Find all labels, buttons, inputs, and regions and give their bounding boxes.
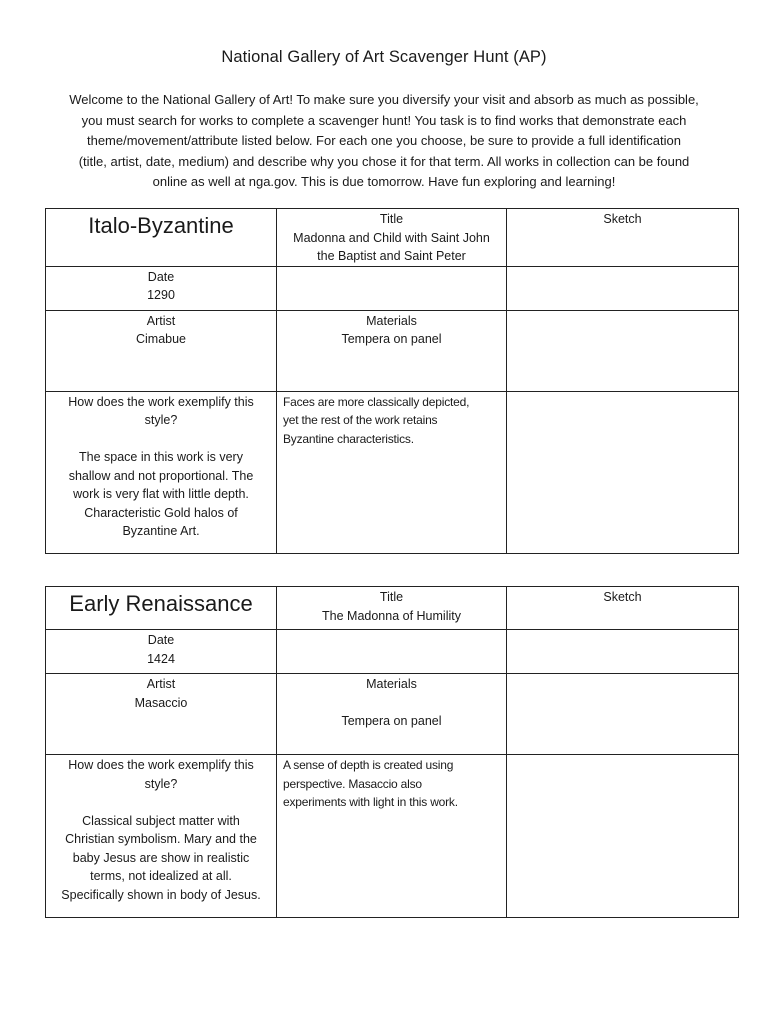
title-cell[interactable] bbox=[277, 209, 507, 267]
sketch-area[interactable] bbox=[507, 310, 739, 391]
question-label: How does the work exemplify this bbox=[68, 758, 254, 772]
materials-label: Materials bbox=[366, 313, 417, 328]
sketch-area[interactable] bbox=[507, 630, 739, 674]
explanation-cell[interactable] bbox=[46, 391, 277, 553]
style-name: Italo-Byzantine bbox=[88, 213, 234, 238]
page-title: National Gallery of Art Scavenger Hunt (AP) bbox=[221, 48, 547, 66]
intro-line: you must search for works to complete a scavenger hunt! You task is to find works that demonstrate each bbox=[81, 112, 687, 128]
blank-cell[interactable] bbox=[277, 266, 507, 310]
intro-line: Welcome to the National Gallery of Art! To make sure you diversify your visit and absorb as much as possible, bbox=[69, 92, 699, 107]
sketch-label: Sketch bbox=[603, 590, 642, 604]
blank-cell[interactable] bbox=[277, 630, 507, 674]
answer-line: Byzantine characteristics. bbox=[283, 431, 414, 446]
answer-cell[interactable] bbox=[277, 755, 507, 918]
date-cell[interactable] bbox=[46, 630, 277, 674]
explanation-line: baby Jesus are show in realistic bbox=[72, 850, 250, 865]
title-label: Title bbox=[379, 590, 404, 604]
sketch-cell[interactable] bbox=[507, 209, 739, 267]
answer-cell[interactable] bbox=[277, 391, 507, 553]
date-value: 1290 bbox=[147, 288, 175, 302]
explanation-line: work is very flat with little depth. bbox=[73, 487, 249, 501]
explanation-line: Classical subject matter with bbox=[82, 813, 240, 828]
sketch-cell[interactable] bbox=[507, 587, 739, 630]
intro-line: online as well at nga.gov. This is due tomorrow. Have fun exploring and learning! bbox=[152, 174, 616, 189]
answer-line: yet the rest of the work retains bbox=[283, 413, 438, 427]
answer-line: perspective. Masaccio also bbox=[283, 776, 422, 791]
intro-line: (title, artist, date, medium) and describe why you chose it for that term. All works in collection can be found bbox=[78, 153, 690, 169]
entry-table-early-renaissance bbox=[45, 586, 739, 918]
date-value: 1424 bbox=[147, 651, 175, 666]
explanation-line: shallow and not proportional. The bbox=[68, 468, 254, 483]
style-name-cell bbox=[46, 587, 277, 630]
artist-value: Cimabue bbox=[135, 332, 187, 346]
explanation-line: Characteristic Gold halos of bbox=[84, 505, 238, 520]
sketch-area[interactable] bbox=[507, 391, 739, 553]
artist-cell[interactable] bbox=[46, 310, 277, 391]
artist-label: Artist bbox=[146, 677, 176, 691]
sketch-area[interactable] bbox=[507, 755, 739, 918]
answer-line: experiments with light in this work. bbox=[283, 795, 458, 809]
title-value: The Madonna of Humility bbox=[322, 608, 461, 623]
answer-line: Faces are more classically depicted, bbox=[283, 394, 470, 409]
sketch-area[interactable] bbox=[507, 674, 739, 755]
title-value: Madonna and Child with Saint John bbox=[293, 230, 490, 245]
materials-label: Materials bbox=[366, 677, 417, 691]
materials-cell[interactable] bbox=[277, 674, 507, 755]
explanation-line: Specifically shown in body of Jesus. bbox=[61, 887, 261, 902]
question-label: style? bbox=[144, 413, 178, 427]
materials-cell[interactable] bbox=[277, 310, 507, 391]
intro-line: theme/movement/attribute listed below. For each one you choose, be sure to provide a full identification bbox=[86, 133, 681, 148]
artist-value: Masaccio bbox=[134, 695, 188, 710]
sketch-label: Sketch bbox=[603, 212, 642, 226]
artist-label: Artist bbox=[146, 313, 176, 328]
explanation-line: Byzantine Art. bbox=[122, 524, 200, 538]
style-name: Early Renaissance bbox=[69, 591, 253, 616]
entry-table-italo-byzantine bbox=[45, 208, 739, 554]
artist-cell[interactable] bbox=[46, 674, 277, 755]
sketch-area[interactable] bbox=[507, 266, 739, 310]
title-value: the Baptist and Saint Peter bbox=[317, 249, 466, 263]
materials-value: Tempera on panel bbox=[341, 714, 442, 728]
explanation-cell[interactable] bbox=[46, 755, 277, 918]
date-label: Date bbox=[147, 633, 175, 647]
date-label: Date bbox=[147, 269, 175, 284]
explanation-line: The space in this work is very bbox=[79, 450, 243, 464]
question-label: How does the work exemplify this bbox=[68, 394, 254, 409]
intro-paragraph bbox=[40, 90, 728, 193]
answer-line: A sense of depth is created using bbox=[283, 758, 454, 772]
style-name-cell bbox=[46, 209, 277, 267]
explanation-line: terms, not idealized at all. bbox=[90, 869, 232, 883]
date-cell[interactable] bbox=[46, 266, 277, 310]
title-label: Title bbox=[379, 212, 404, 226]
materials-value: Tempera on panel bbox=[341, 332, 442, 346]
question-label: style? bbox=[144, 776, 178, 791]
title-cell[interactable] bbox=[277, 587, 507, 630]
explanation-line: Christian symbolism. Mary and the bbox=[65, 832, 257, 846]
